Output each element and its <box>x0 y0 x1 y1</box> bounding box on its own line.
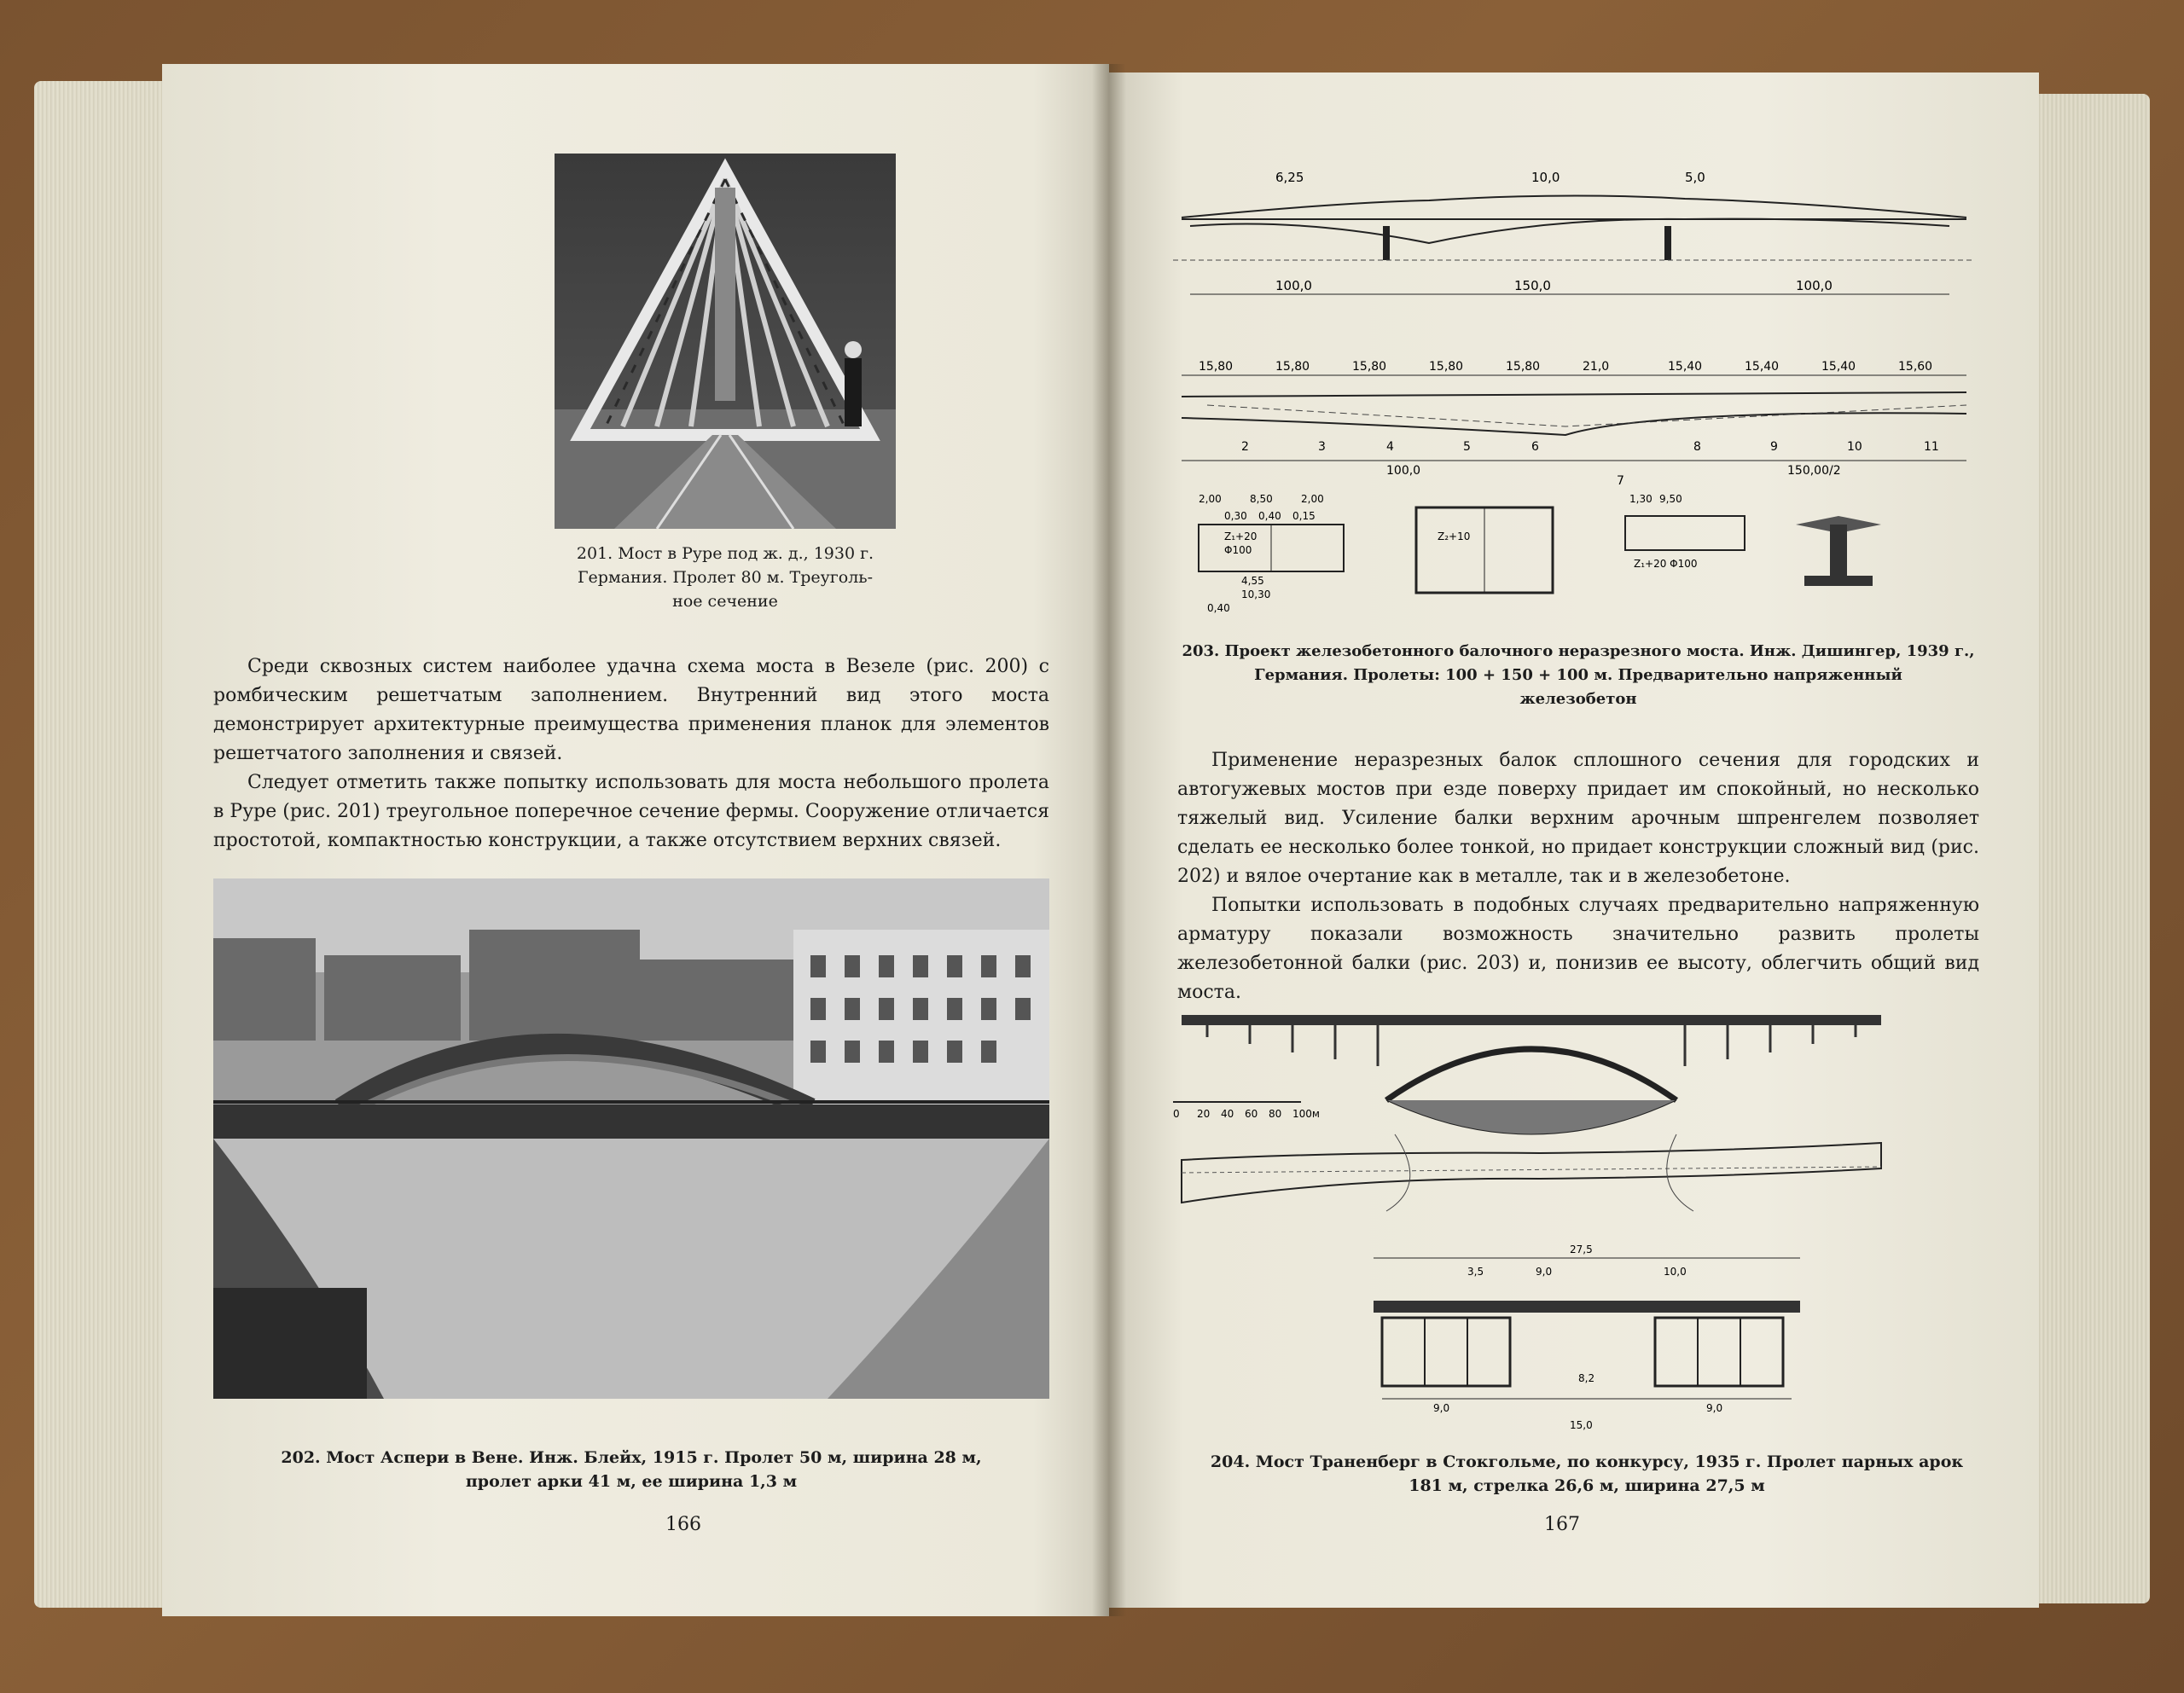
fig204-dim-right: 10,0 <box>1664 1266 1687 1278</box>
fig203-sec-label-5: 0,40 <box>1258 510 1281 522</box>
fig203-sec-label-3: 2,00 <box>1301 493 1324 505</box>
page-stack-left <box>34 81 171 1608</box>
fig204-caption <box>1160 1450 2013 1498</box>
fig203-node-2: 2 <box>1241 440 1249 454</box>
fig203-seg-2: 15,80 <box>1275 360 1310 374</box>
page-stack-right <box>2030 94 2150 1603</box>
fig203-sec-label-6: 0,15 <box>1292 510 1316 522</box>
fig204-scale-40: 40 <box>1221 1108 1234 1120</box>
fig203-node-7: 7 <box>1617 474 1624 486</box>
fig204-caption-line1: 204. Мост Траненберг в Стокгольме, по конкурсу, 1935 г. Пролет парных арок <box>1210 1452 1964 1471</box>
fig203-dim-top-1: 6,25 <box>1275 170 1304 185</box>
fig202-photo <box>213 878 1049 1399</box>
fig203-caption-line2: Германия. Пролеты: 100 + 150 + 100 м. Предварительно напряженный <box>1254 666 1902 684</box>
fig204-dim-bottom: 15,0 <box>1570 1419 1593 1431</box>
fig201-photo <box>555 154 896 529</box>
left-page <box>162 64 1109 1616</box>
fig203-seg-3: 15,80 <box>1352 360 1387 374</box>
fig203-node-3: 3 <box>1318 440 1326 454</box>
fig203-longitudinal <box>1173 358 1975 486</box>
fig204-dim-left: 9,0 <box>1536 1266 1553 1278</box>
fig203-seg-9: 15,40 <box>1821 360 1856 374</box>
fig203-dim-top-2: 10,0 <box>1531 170 1560 185</box>
right-paragraph-1: Применение неразрезных балок сплошного сечения для городских и автогужевых мостов при езде поверху придает им спокойный, но несколько тяжелый вид. Усиление балки верхним арочным шпренгелем позволяет сделать ее несколько более тонкой, но придает конструкции сложный вид (рис. 202) и вялое очертание как в металле, так и в железобетоне. <box>1177 750 1979 887</box>
fig203-cross-sections <box>1173 490 1975 618</box>
fig203-node-11: 11 <box>1924 440 1939 454</box>
fig203-lower-1: 100,0 <box>1386 464 1421 478</box>
fig203-node-5: 5 <box>1463 440 1471 454</box>
book-gutter <box>1092 64 1126 1616</box>
fig204-scale-20: 20 <box>1197 1108 1211 1120</box>
fig204-dim-mid: 8,2 <box>1578 1372 1595 1384</box>
fig203-seg-5: 15,80 <box>1506 360 1541 374</box>
fig203-seg-1: 15,80 <box>1199 360 1234 374</box>
fig203-lower-2: 150,00/2 <box>1787 464 1841 478</box>
fig203-node-4: 4 <box>1386 440 1394 454</box>
fig204-dim-low-left: 9,0 <box>1433 1402 1450 1414</box>
fig203-elevation <box>1173 166 1975 337</box>
right-body-text <box>1177 746 1979 1007</box>
fig201-caption-line2: Германия. Пролет 80 м. Треуголь- <box>577 568 874 587</box>
fig203-node-8: 8 <box>1693 440 1701 454</box>
fig201-caption <box>503 542 947 613</box>
fig203-seg-7: 15,40 <box>1668 360 1703 374</box>
fig203-sec-label-2: 8,50 <box>1250 493 1273 505</box>
fig204-scale-60: 60 <box>1245 1108 1258 1120</box>
fig203-span-2: 150,0 <box>1514 278 1551 293</box>
fig203-sec-label-8: Φ100 <box>1224 544 1252 556</box>
fig204-cross-section <box>1365 1241 1809 1437</box>
fig203-sec-label-14: Z₂+10 <box>1438 531 1471 542</box>
fig203-node-9: 9 <box>1770 440 1778 454</box>
fig201-caption-line3: ное сечение <box>672 592 778 611</box>
fig202-caption-line2: пролет арки 41 м, ее ширина 1,3 м <box>465 1472 798 1491</box>
page-number-166: 166 <box>665 1514 701 1535</box>
fig204-elevation-plan <box>1173 1006 1975 1220</box>
fig203-sec-label-10: 10,30 <box>1241 588 1271 600</box>
fig203-sec-label-13: 9,50 <box>1659 493 1682 505</box>
fig204-dim-low-right: 9,0 <box>1706 1402 1723 1414</box>
left-paragraph-1: Среди сквозных систем наиболее удачна схема моста в Везеле (рис. 200) с ромбическим решетчатым заполнением. Внутренний вид этого моста демонстрирует архитектурные преимущества применения планок для элементов решетчатого заполнения и связей. <box>213 656 1049 764</box>
fig203-sec-label-1: 2,00 <box>1199 493 1222 505</box>
fig203-dim-top-3: 5,0 <box>1685 170 1705 185</box>
fig204-dim-width: 27,5 <box>1570 1244 1593 1255</box>
fig203-seg-4: 15,80 <box>1429 360 1464 374</box>
fig203-caption-line3: железобетон <box>1519 690 1637 708</box>
fig203-caption <box>1135 640 2022 711</box>
fig203-sec-label-12: 1,30 <box>1629 493 1653 505</box>
fig204-dim-sidewalk: 3,5 <box>1467 1266 1484 1278</box>
right-page <box>1109 72 2039 1608</box>
right-paragraph-2: Попытки использовать в подобных случаях предварительно напряженную арматуру показали возможность значительно развить пролеты железобетонной балки (рис. 203) и, понизив ее высоту, облегчить общий вид моста. <box>1177 895 1979 1003</box>
left-body-text <box>213 652 1049 855</box>
fig202-caption-line1: 202. Мост Аспери в Вене. Инж. Блейх, 1915 г. Пролет 50 м, ширина 28 м, <box>281 1448 982 1467</box>
fig203-caption-line1: 203. Проект железобетонного балочного неразрезного моста. Инж. Дишингер, 1939 г., <box>1182 642 1975 660</box>
fig204-caption-line2: 181 м, стрелка 26,6 м, ширина 27,5 м <box>1409 1476 1765 1495</box>
fig203-node-6: 6 <box>1531 440 1539 454</box>
page-number-167: 167 <box>1544 1514 1580 1535</box>
fig203-span-3: 100,0 <box>1796 278 1833 293</box>
fig203-sec-label-4: 0,30 <box>1224 510 1247 522</box>
fig203-seg-6: 21,0 <box>1583 360 1610 374</box>
fig203-node-10: 10 <box>1847 440 1862 454</box>
fig201-caption-line1: 201. Мост в Руре под ж. д., 1930 г. <box>576 544 874 563</box>
fig203-sec-label-11: 0,40 <box>1207 602 1230 614</box>
fig203-seg-8: 15,40 <box>1745 360 1780 374</box>
fig204-scale-80: 80 <box>1269 1108 1282 1120</box>
fig204-scale-0: 0 <box>1173 1108 1180 1120</box>
fig203-seg-10: 15,60 <box>1898 360 1933 374</box>
fig203-sec-label-9: 4,55 <box>1241 575 1264 587</box>
fig204-scale-100: 100м <box>1292 1108 1320 1120</box>
left-paragraph-2: Следует отметить также попытку использовать для моста небольшого пролета в Руре (рис. 201) треугольное поперечное сечение фермы. Сооружение отличается простотой, компактностью конструкции, а также отсутствием верхних связей. <box>213 772 1049 851</box>
fig203-sec-label-15: Z₁+20 Φ100 <box>1634 558 1698 570</box>
fig202-caption <box>213 1446 1049 1493</box>
fig203-sec-label-7: Z₁+20 <box>1224 531 1258 542</box>
fig203-span-1: 100,0 <box>1275 278 1312 293</box>
